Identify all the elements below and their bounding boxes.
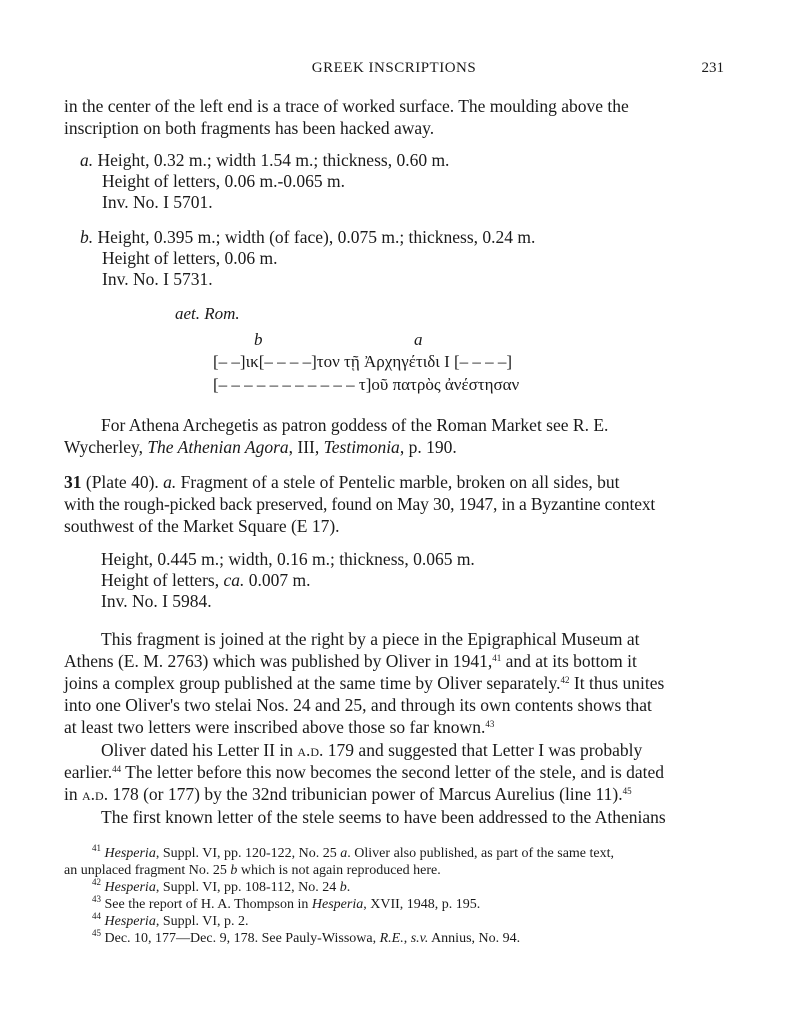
- entry-31-paragraph: [64, 471, 724, 537]
- text-span: , Suppl. VI, p. 2.: [155, 914, 249, 929]
- text-span: , p. 190.: [399, 437, 457, 457]
- fragment-a-label: a.: [80, 150, 94, 170]
- italic-abbr: s.v.: [410, 931, 429, 946]
- entry-text: with the rough-picked back preserved, found on May 30, 1947, in a Byzantine context: [64, 494, 656, 514]
- text-span: and at its bottom it: [501, 651, 637, 671]
- entry-a-label: a.: [163, 472, 177, 492]
- body-line: [64, 716, 724, 738]
- text-span: Height of letters,: [101, 570, 224, 590]
- footnote-ref-41[interactable]: 41: [492, 653, 502, 663]
- oliver-paragraph: [64, 739, 724, 805]
- italic-title: Hesperia: [104, 880, 156, 895]
- fragment-paragraph: [64, 628, 724, 738]
- body-line: [64, 783, 724, 805]
- footnote-number: 41: [92, 843, 101, 853]
- text-span: See the report of H. A. Thompson in: [104, 897, 312, 912]
- italic-title: Hesperia: [311, 897, 364, 912]
- footnote-44: [64, 913, 724, 930]
- entry-text: southwest of the Market Square (E 17).: [64, 516, 340, 536]
- first-letter-paragraph: [64, 806, 724, 828]
- footnote-number: 45: [92, 928, 101, 938]
- fragment-a-inv: Inv. No. I 5701.: [102, 192, 213, 212]
- fragment-b-letters: Height of letters, 0.06 m.: [102, 248, 278, 268]
- intro-line: in the center of the left end is a trace of worked surface. The moulding above the: [64, 96, 629, 116]
- footnote-45: [64, 930, 724, 947]
- text-span: , Suppl. VI, pp. 108-112, No. 24: [155, 880, 340, 895]
- text-span: an unplaced fragment No. 25: [64, 863, 231, 878]
- italic-title: Hesperia: [104, 846, 156, 861]
- inscription-line-1: [– –]ικ[– – – –]τον τῇ Ἀρχηγέτιδι I [– – – –]: [213, 352, 513, 371]
- page-header: [64, 60, 724, 80]
- body-line: [64, 761, 724, 783]
- entry-31-dims: Height, 0.445 m.; width, 0.16 m.; thickness, 0.065 m.: [101, 549, 475, 569]
- athena-line: For Athena Archegetis as patron goddess of the Roman Market see R. E.: [101, 415, 609, 435]
- footnote-ref-43[interactable]: 43: [485, 719, 495, 729]
- text-span: 0.007 m.: [244, 570, 311, 590]
- footnote-number: 44: [92, 911, 101, 921]
- italic-title: The Athenian Agora: [147, 437, 289, 457]
- athena-line: [64, 436, 724, 458]
- footnote-number: 43: [92, 894, 101, 904]
- entry-31-measurements: [101, 549, 475, 612]
- entry-text: Fragment of a stele of Pentelic marble, broken on all sides, but: [180, 472, 620, 492]
- body-line: [64, 739, 724, 761]
- italic-ca: ca.: [223, 570, 245, 590]
- text-span: Athens (E. M. 2763) which was published by Oliver in 1941,: [64, 651, 493, 671]
- running-title: GREEK INSCRIPTIONS: [311, 60, 477, 76]
- fragment-b-dims: Height, 0.395 m.; width (of face), 0.075 m.; thickness, 0.24 m.: [97, 227, 536, 247]
- text-span: in: [64, 784, 82, 804]
- italic-abbr: R.E.: [379, 931, 404, 946]
- text-span: , XVII, 1948, p. 195.: [363, 897, 481, 912]
- intro-line: inscription on both fragments has been hacked away.: [64, 118, 435, 138]
- footnote-42: [64, 879, 724, 896]
- athena-paragraph: [64, 414, 724, 458]
- fragment-b-label: b.: [80, 227, 94, 247]
- italic-letter: a: [340, 846, 348, 861]
- text-span: at least two letters were inscribed above those so far known.: [64, 717, 486, 737]
- entry-31-inv: Inv. No. I 5984.: [101, 591, 212, 611]
- text-span: Dec. 10, 177—Dec. 9, 178. See Pauly-Wissowa,: [104, 931, 380, 946]
- era-abbr: a.d.: [82, 784, 109, 804]
- body-line: into one Oliver's two stelai Nos. 24 and 25, and through its own contents shows that: [64, 695, 652, 715]
- footnote-41-cont: [64, 862, 724, 879]
- inscription-line-2: [– – – – – – – – – – – τ]οῦ πατρὸς ἀνέστησαν: [213, 375, 520, 394]
- body-line: This fragment is joined at the right by a piece in the Epigraphical Museum at: [101, 629, 640, 649]
- text-span: It thus unites: [569, 673, 665, 693]
- footnote-43: [64, 896, 724, 913]
- footnotes: [64, 845, 724, 947]
- text-span: Annius, No. 94.: [428, 931, 521, 946]
- body-line: The first known letter of the stele seems to have been addressed to the Athenians: [101, 807, 666, 827]
- text-span: Oliver dated his Letter II in: [101, 740, 298, 760]
- text-span: joins a complex group published at the same time by Oliver separately.: [64, 673, 561, 693]
- text-span: 178 (or 177) by the 32nd tribunician power of Marcus Aurelius (line 11).: [108, 784, 623, 804]
- text-span: . Oliver also published, as part of the same text,: [347, 846, 615, 861]
- footnote-ref-44[interactable]: 44: [112, 764, 122, 774]
- text-span: 179 and suggested that Letter I was probably: [323, 740, 643, 760]
- fragment-a-letters: Height of letters, 0.06 m.-0.065 m.: [102, 171, 346, 191]
- inscription-date: aet. Rom.: [175, 304, 240, 323]
- italic-title: Hesperia: [104, 914, 156, 929]
- fragment-a-measurements: [80, 150, 449, 213]
- footnote-ref-42[interactable]: 42: [560, 675, 570, 685]
- footnote-41: [64, 845, 724, 862]
- page-number: 231: [701, 60, 724, 76]
- text-span: The letter before this now becomes the second letter of the stele, and is dated: [121, 762, 665, 782]
- footnote-number: 42: [92, 877, 101, 887]
- body-line: [64, 650, 724, 672]
- text-span: which is not again reproduced here.: [237, 863, 441, 878]
- italic-letter: b: [230, 863, 238, 878]
- fragment-b-inv: Inv. No. I 5731.: [102, 269, 213, 289]
- fragment-a-dims: Height, 0.32 m.; width 1.54 m.; thickness, 0.60 m.: [97, 150, 450, 170]
- text-span: earlier.: [64, 762, 113, 782]
- intro-paragraph: [64, 95, 724, 139]
- italic-title: Testimonia: [323, 437, 400, 457]
- footnote-ref-45[interactable]: 45: [622, 786, 632, 796]
- entry-31-letters: [101, 570, 475, 591]
- text-span: Wycherley,: [64, 437, 148, 457]
- fragment-b-measurements: [80, 227, 535, 290]
- column-label-a: a: [414, 330, 423, 349]
- column-label-b: b: [254, 330, 263, 349]
- text-span: , Suppl. VI, pp. 120-122, No. 25: [155, 846, 341, 861]
- text-span: .: [346, 880, 351, 895]
- italic-letter: b: [339, 880, 347, 895]
- body-line: [64, 672, 724, 694]
- text-span: ,: [403, 931, 411, 946]
- text-span: , III,: [288, 437, 324, 457]
- era-abbr: a.d.: [297, 740, 324, 760]
- entry-number: 31: [64, 472, 82, 492]
- plate-ref: (Plate 40).: [85, 472, 159, 492]
